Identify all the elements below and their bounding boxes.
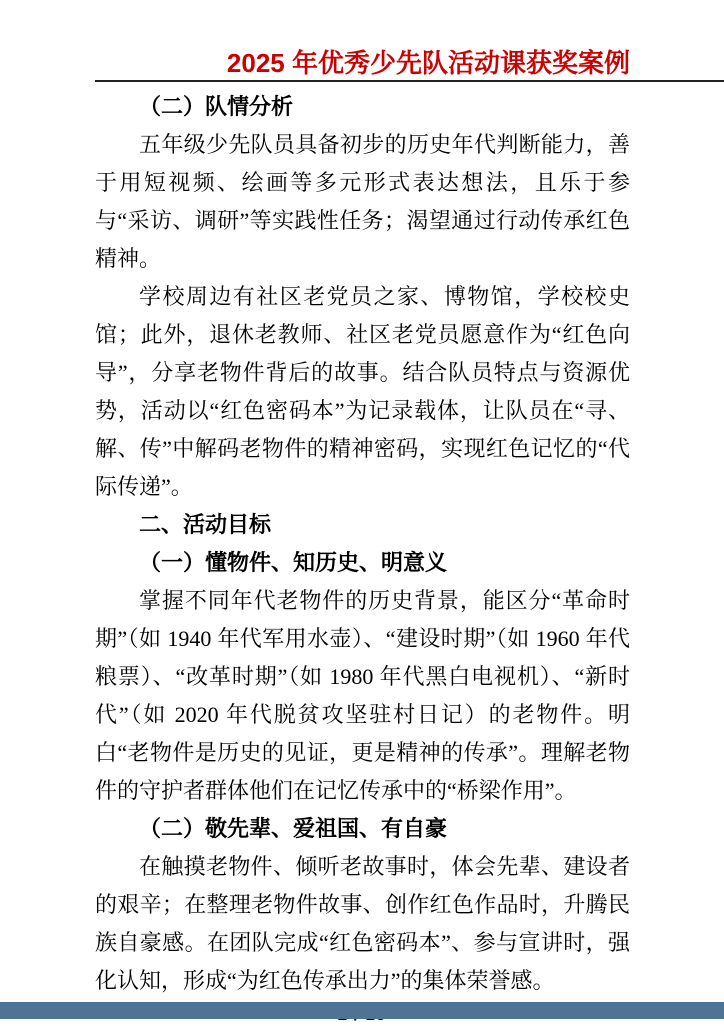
section-heading-goal-one: （一）懂物件、知历史、明意义: [139, 550, 448, 575]
section-heading-goal-two: （二）敬先辈、爱祖国、有自豪: [139, 816, 448, 841]
footer-bar: [0, 1002, 724, 1019]
header-divider-rule: [95, 80, 724, 82]
document-content: [95, 88, 630, 1000]
document-title: 2025 年优秀少先队活动课获奖案例: [226, 48, 630, 78]
body-paragraph-school-resources: 学校周边有社区老党员之家、博物馆，学校校史馆；此外，退休老教师、社区老党员愿意作为“红色向导”，分享老物件背后的故事。结合队员特点与资源优势，活动以“红色密码本”为记录载体，让队员在“寻、解、传”中解码老物件的精神密码，实现红色记忆的“代际传递”。: [95, 284, 630, 499]
section-heading-activity-goals: 二、活动目标: [139, 512, 272, 537]
body-paragraph-team-abilities: 五年级少先队员具备初步的历史年代判断能力，善于用短视频、绘画等多元形式表达想法，且乐于参与“采访、调研”等实践性任务；渴望通过行动传承红色精神。: [95, 132, 630, 271]
section-heading-team-analysis: （二）队情分析: [139, 94, 294, 119]
body-paragraph-emotional-goals: 在触摸老物件、倾听老故事时，体会先辈、建设者的艰辛；在整理老物件故事、创作红色作品时，升腾民族自豪感。在团队完成“红色密码本”、参与宣讲时，强化认知，形成“为红色传承出力”的集体荣誉感。: [95, 854, 630, 993]
document-header: [95, 48, 630, 78]
body-paragraph-historical-periods: 掌握不同年代老物件的历史背景，能区分“革命时期”（如 1940 年代军用水壶）、“建设时期”（如 1960 年代粮票）、“改革时期”（如 1980 年代黑白电视机）、“新时代”（如 2020 年代脱贫攻坚驻村日记）的老物件。明白“老物件是历史的见证，更是精神的传承”。理解老物件的守护者群体他们在记忆传承中的“桥梁作用”。: [95, 588, 630, 803]
